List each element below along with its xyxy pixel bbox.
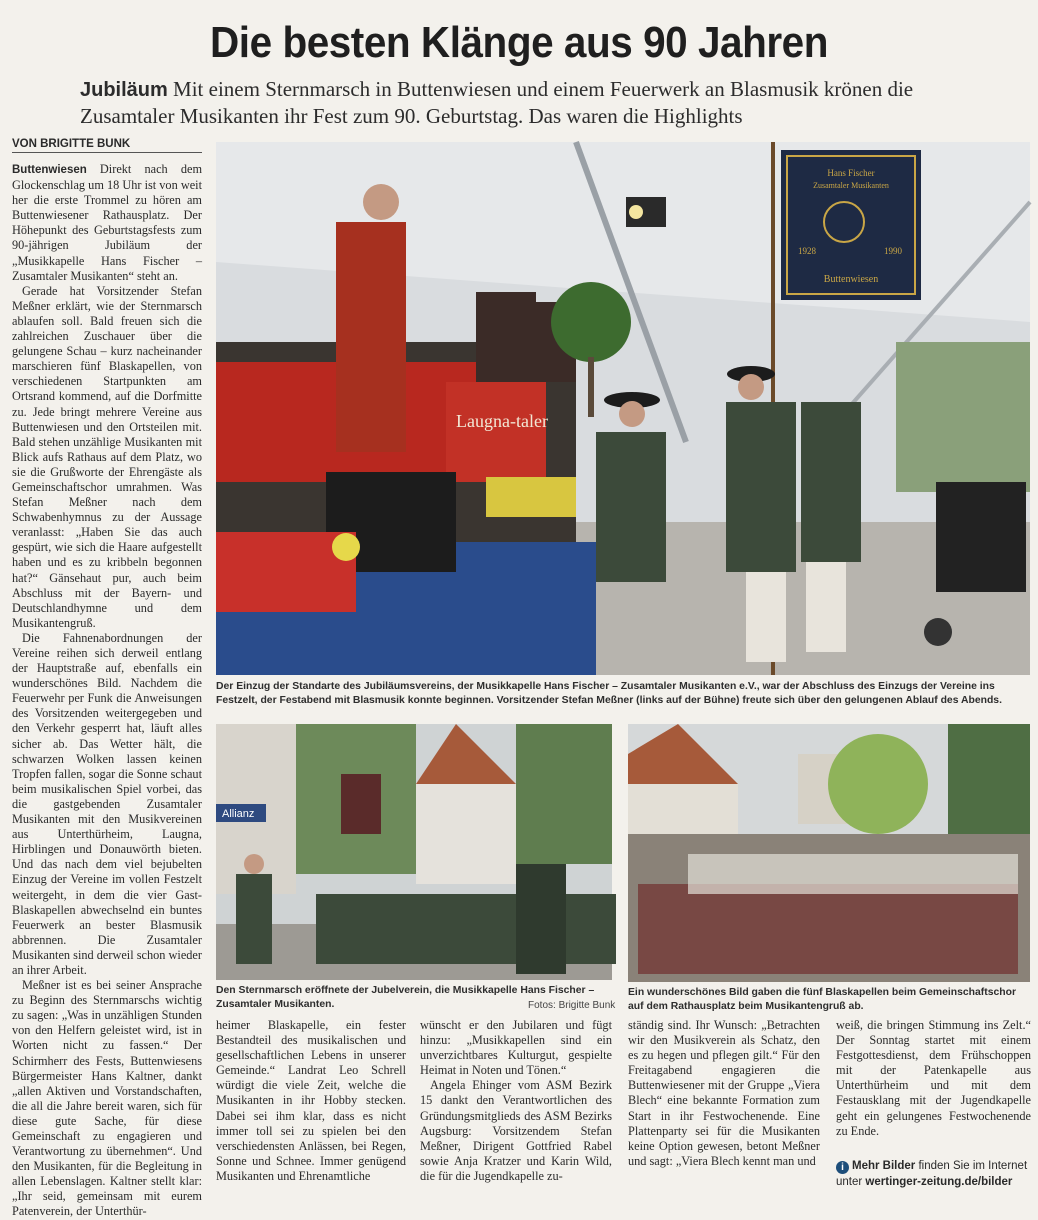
deck (80, 76, 980, 129)
stage-sign: Laugna-taler (456, 411, 548, 431)
article-column-4 (628, 1018, 820, 1169)
banner-year-right: 1990 (884, 246, 902, 256)
main-photo-caption: Der Einzug der Standarte des Jubiläumsvereins, der Musikkapelle Hans Fischer – Zusamtaler Musikanten e.V., war der Abschluss des Einzugs der Vereine ins Festzelt, der Festabend mit Blasmusik konnte beginnen. Vorsitzender Stefan Meßner (links auf der Bühne) freute sich über den gelungenen Ablauf des Abends. (216, 681, 1002, 706)
more-pictures-label: Mehr Bilder (852, 1160, 916, 1172)
article-column-2 (216, 1018, 406, 1184)
banner-year-left: 1928 (798, 246, 816, 256)
paragraph: Meßner ist es bei seiner Ansprache zu Beginn des Sternmarschs wichtig zu sagen: „Was in unzähligen Stunden von den Helfern geleistet wird, ist in Worten nicht zu fassen.“ Der Schirmherr des Fests, Buttenwiesens Bürgermeister Hans Kaltner, dankt „allen Aktiven und Vorstandschaften, die all die Jahre bereit waren, sich für diese gute Sache, für diese Gemeinschaft zu engagieren und Verantwortung zu übernehmen“. Und den Musikanten, für die Begleitung in allen Lebenslagen. Kaltner stellt klar: „Ihr seid, gemeinsam mit eurem Patenverein, der Unterthür- (12, 978, 202, 1219)
right-photo-scene (628, 724, 1030, 982)
banner-line-1: Hans Fischer (827, 168, 875, 178)
info-icon: i (836, 1161, 849, 1174)
paragraph: weiß, die bringen Stimmung ins Zelt.“ Der Sonntag startet mit einem Festgottesdienst, dem Frühschoppen mit der Patenkapelle aus Unterthürheim und mit dem Festausklang mit der Jugendkapelle geht ein gelungenes Festwochenende zu Ende. (836, 1018, 1031, 1138)
article-column-5 (836, 1018, 1031, 1139)
main-photo-scene (216, 142, 1030, 675)
paragraph: Gerade hat Vorsitzender Stefan Meßner erklärt, wie der Sternmarsch ablaufen soll. Bald freuen sich die zahlreichen Zuschauer über die gelungene Schau – kurz nacheinander marschieren fünf Blaskapellen, von verschiedenen Startpunkten am Ortsrand kommend, auf die Dorfmitte zu. Jede bringt mehrere Vereine aus Buttenwiesen und den Ortsteilen mit. Bald stehen unzählige Musikanten mit Blick aufs Rathaus auf dem Platz, wo sie die Grußworte der Ehrengäste als Gemeinschaftschor umrahmen. Was Stefan Meßner nach dem Schwabenhymnus zu der Aussage veranlasst: „Haben Sie das auch gespürt, wie sich die Haare aufgestellt haben und es zu kribbeln begonnen hat?“ Gänsehaut pur, auch beim Abschluss mit der Bayern- und Deutschlandhymne und dem Musikantengruß. (12, 283, 202, 630)
allianz-sign: Allianz (222, 808, 255, 820)
headline: Die besten Klänge aus 90 Jahren (210, 18, 828, 67)
banner-place: Buttenwiesen (823, 274, 879, 285)
article-column-3 (420, 1018, 612, 1184)
deck-keyword: Jubiläum (80, 79, 168, 101)
banner-line-2: Zusamtaler Musikanten (813, 181, 889, 190)
paragraph (12, 162, 202, 284)
right-photo-caption: Ein wunderschönes Bild gaben die fünf Blaskapellen beim Gemeinschaftschor auf dem Rathausplatz beim Musikantengruß ab. (628, 987, 1017, 1012)
left-photo-caption: Den Sternmarsch eröffnete der Jubelverein, die Musikkapelle Hans Fischer – Zusamtaler Musikanten. (216, 985, 595, 1010)
more-pictures-link[interactable]: wertinger-zeitung.de/bilder (865, 1176, 1013, 1188)
paragraph: heimer Blaskapelle, ein fester Bestandteil des musikalischen und gesellschaftlichen Lebens in unserer Gemeinde.“ Landrat Leo Schrell würdigt die viele Zeit, welche die Musikanten in ihr Hobby stecken. Dabei sei ihm klar, dass es nicht immer toll sei zu spielen bei den verschiedensten Anlässen, bei Regen, Sonne und Schnee. Immer genügend Musikanten und Ehrenamtliche (216, 1018, 406, 1183)
more-pictures-text: finden Sie im Internet unter (836, 1160, 1028, 1188)
main-photo (216, 142, 1030, 675)
paragraph-text: Direkt nach dem Glockenschlag um 18 Uhr ist von weit her die erste Trommel zu hören am Buttenwiesener Rathausplatz. Der Höhepunkt des Geburtstagsfests zum 90-jährigen Jubiläum der „Musikkapelle Hans Fischer – Zusamtaler Musikanten“ steht an. (12, 162, 203, 283)
deck-text: Mit einem Sternmarsch in Buttenwiesen und einem Feuerwerk an Blasmusik krönen die Zusamtaler Musikanten ihr Fest zum 90. Geburtstag. Das waren die Highlights (80, 77, 914, 128)
left-photo (216, 724, 612, 980)
dateline: Buttenwiesen (12, 164, 87, 176)
byline: VON BRIGITTE BUNK (12, 138, 202, 153)
paragraph: Angela Ehinger vom ASM Bezirk 15 dankt den Verantwortlichen des Gründungsmitglieds des ASM Bezirks Augsburg: Vorsitzendem Stefan Meßner, Dirigent Gottfried Rabel sowie Anja Kratzer und Karin Wild, die für die Jugendkapelle zu- (420, 1078, 612, 1183)
left-photo-scene (216, 724, 612, 980)
article-column-1 (12, 162, 203, 1219)
paragraph: ständig sind. Ihr Wunsch: „Betrachten wir den Musikverein als Schatz, den es zu hegen und pflegen gilt.“ Für den Freitagabend engagieren die Buttenwiesener mit der Gruppe „Viera Blech“ eine bekannte Formation zum Start in ihr Festwochenende. Eine Plattenparty sei für die Musikanten keine Option gewesen, betont Meßner und sagt: „Viera Blech kennt man und (628, 1018, 820, 1168)
right-photo (628, 724, 1030, 982)
more-pictures-note (836, 1158, 1031, 1190)
paragraph: wünscht er den Jubilaren und fügt hinzu: „Musikkapellen sind ein unverzichtbares Kulturgut, gespielte Heimat in Noten und Tönen.“ (420, 1018, 612, 1078)
paragraph: Die Fahnenabordnungen der Vereine reihen sich derweil entlang der Hauptstraße auf, ebenfalls ein wunderschönes Bild. Nachdem die Feuerwehr per Funk die Anweisungen des Vorsitzenden weitergegeben und den Verkehr gesperrt hat, läuft alles sicher ab. Das Wetter hält, die schwarzen Wolken lassen keinen Tropfen fallen, sogar die Sonne schaut beim musikalischen Spiel vorbei, das die gastgebenden Zusamtaler Musikanten mit den Musikvereinen aus Unterthürheim, Laugna, Hirblingen und Donauwörth bieten. Und das nach dem viel bejubelten Einzug der Vereine im vollen Festzelt weitergeht, in dem die vier Gast-Blaskapellen abwechselnd ein buntes Feuerwerk an bester Blasmusik abbrennen. Die Zusamtaler Musikanten sind derweil schon wieder an ihrer Arbeit. (12, 630, 202, 977)
photo-credit: Fotos: Brigitte Bunk (528, 1000, 616, 1011)
